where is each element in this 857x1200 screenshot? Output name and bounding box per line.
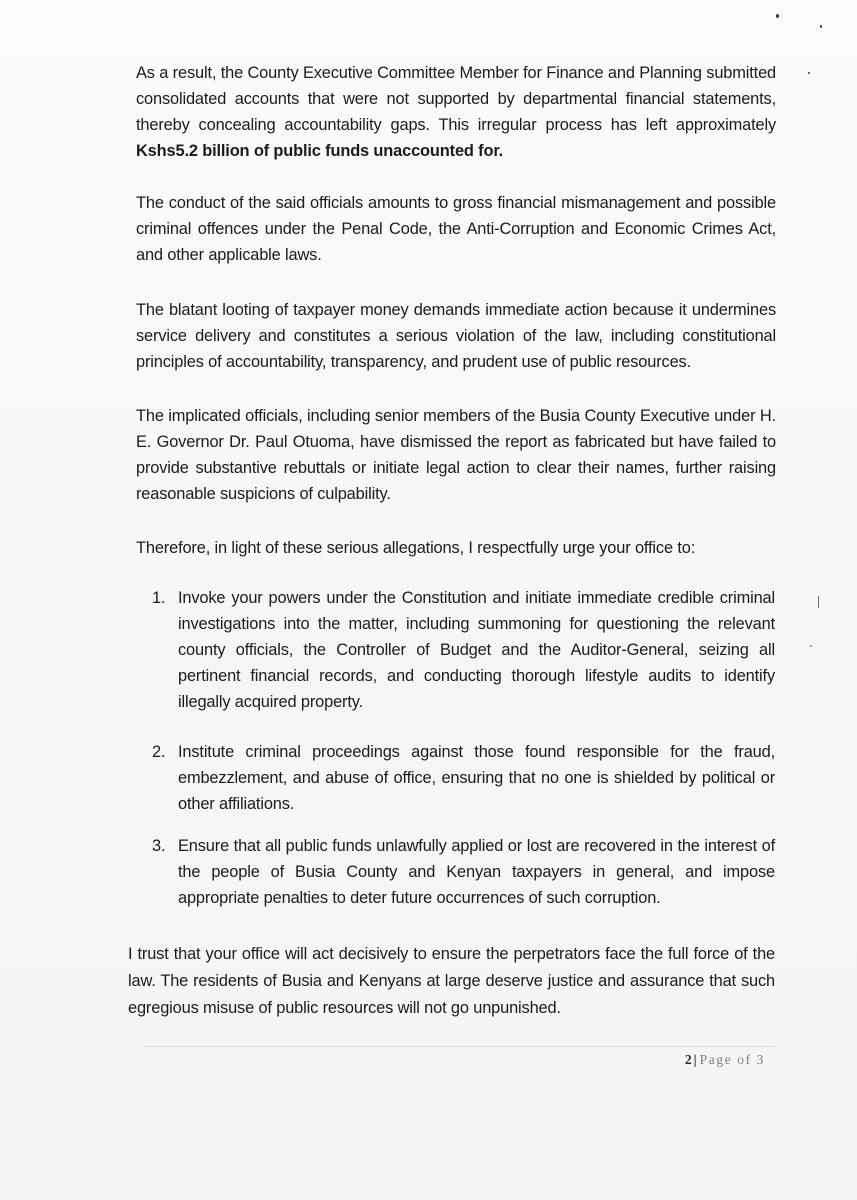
footer-divider: [143, 1046, 775, 1047]
list-item: [152, 585, 775, 715]
paragraph-conduct: The conduct of the said officials amounts to gross financial mismanagement and possible criminal offences under the Penal Code, the Anti-Corruption and Economic Crimes Act, and other applicable laws.: [136, 194, 776, 264]
list-item: [152, 833, 775, 911]
scan-speck: [776, 14, 779, 18]
paragraph-looting: The blatant looting of taxpayer money demands immediate action because it undermines service delivery and constitutes a serious violation of the law, including constitutional principles of accountability, transparency, and prudent use of public resources.: [136, 301, 776, 371]
scan-speck: [810, 645, 812, 647]
list-item-text: Ensure that all public funds unlawfully applied or lost are recovered in the interest of the people of Busia County and Kenyan taxpayers in general, and impose appropriate penalties to deter future occurrences of such corruption.: [178, 837, 775, 907]
paragraph-accounts: [136, 60, 776, 164]
paragraph-accounts-text: As a result, the County Executive Committee Member for Finance and Planning submitted consolidated accounts that were not supported by departmental financial statements, thereby concealing accountability gaps. This irregular process has left approximately: [136, 64, 776, 134]
page-separator: |: [693, 1052, 697, 1067]
scan-speck: [808, 72, 810, 74]
list-item-text: Invoke your powers under the Constitution and initiate immediate credible criminal investigations into the matter, including summoning for questioning the relevant county officials, the Controller of Budget and the Auditor-General, seizing all pertinent financial records, and conducting thorough lifestyle audits to identify illegally acquired property.: [178, 589, 775, 711]
scan-speck: [818, 596, 819, 608]
paragraph-closing: I trust that your office will act decisively to ensure the perpetrators face the full force of the law. The residents of Busia and Kenyans at large deserve justice and assurance that such egregious misuse of public resources will not go unpunished.: [128, 945, 775, 1017]
paragraph-accounts-bold: Kshs5.2 billion of public funds unaccounted for.: [136, 142, 504, 160]
page-footer: [685, 1052, 765, 1068]
list-item-number: 2.: [152, 743, 166, 761]
list-item: [152, 739, 775, 817]
list-item-number: 3.: [152, 837, 166, 855]
page-label: Page of 3: [699, 1052, 765, 1067]
paragraph-request-intro: Therefore, in light of these serious allegations, I respectfully urge your office to:: [136, 539, 696, 557]
scan-speck: [820, 25, 822, 28]
paragraph-implicated: The implicated officials, including senior members of the Busia County Executive under H. E. Governor Dr. Paul Otuoma, have dismissed the report as fabricated but have failed to provide substantive rebuttals or initiate legal action to clear their names, further raising reasonable suspicions of culpability.: [136, 407, 776, 503]
list-item-text: Institute criminal proceedings against those found responsible for the fraud, embezzlement, and abuse of office, ensuring that no one is shielded by political or other affiliations.: [178, 743, 775, 813]
page-number: 2: [684, 1052, 692, 1067]
list-item-number: 1.: [152, 589, 166, 607]
